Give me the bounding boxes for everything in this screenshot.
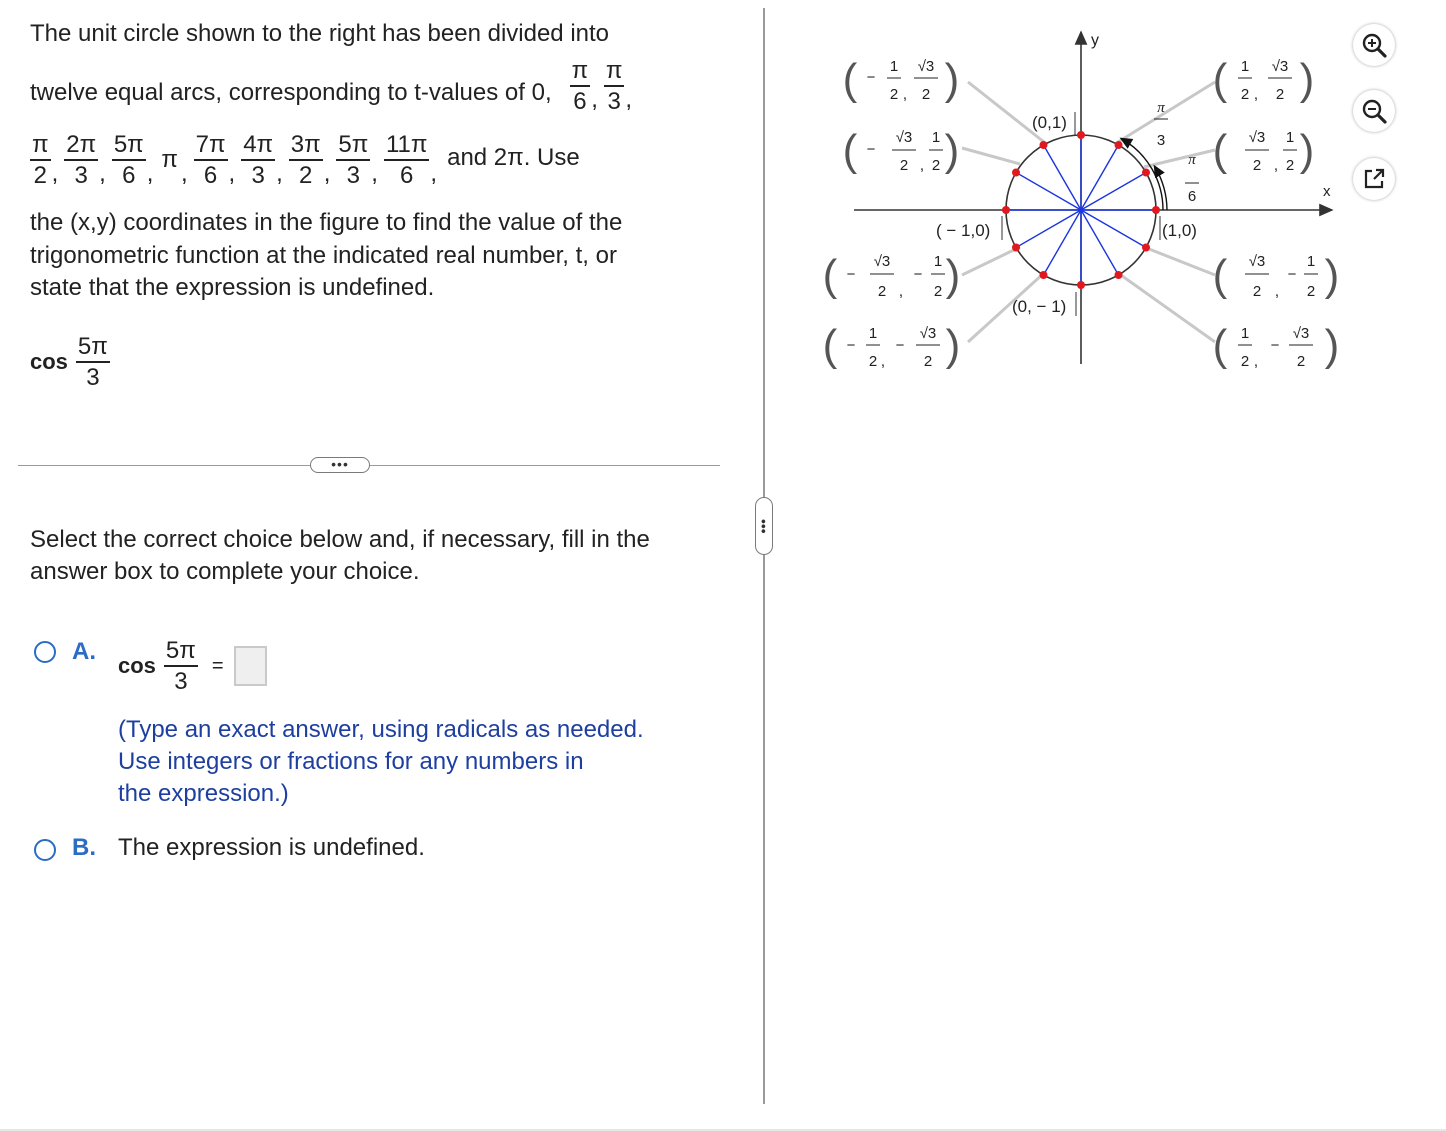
svg-text:,: ,: [919, 157, 925, 174]
frac-pi-2: $\frac{\pi}{2}$: [32, 130, 49, 189]
svg-text:,: ,: [1274, 283, 1280, 300]
svg-text:): ): [945, 321, 961, 370]
svg-text:2: 2: [1252, 283, 1262, 300]
svg-text:(: (: [822, 251, 838, 300]
svg-text:2: 2: [889, 86, 899, 103]
svg-text:2: 2: [877, 283, 887, 300]
svg-text:π: π: [1157, 100, 1165, 116]
label-point-top: (0,1): [1032, 113, 1067, 132]
coord-5pi6: [843, 126, 960, 175]
svg-text:2: 2: [1240, 353, 1250, 370]
svg-text:π: π: [1188, 152, 1196, 168]
svg-text:2: 2: [931, 157, 941, 174]
coord-11pi6: [1213, 251, 1340, 300]
popout-button[interactable]: [1353, 158, 1395, 200]
choice-a-func: cos: [118, 653, 156, 679]
panel-splitter[interactable]: [763, 8, 765, 1104]
coord-4pi3: [823, 321, 961, 370]
frac-pi-3: $\frac{\pi}{3}$: [605, 56, 623, 115]
svg-text:(: (: [1212, 251, 1228, 300]
svg-text:−: −: [1287, 266, 1297, 283]
point-pi3: [1115, 141, 1123, 149]
svg-text:−: −: [1270, 337, 1280, 354]
svg-text:1: 1: [1306, 253, 1316, 270]
svg-text:): ): [944, 126, 960, 175]
point-3pi2: [1077, 281, 1085, 289]
question-expression: [30, 334, 110, 390]
leader-line-7pi6: [962, 247, 1020, 275]
svg-text:,: ,: [902, 86, 908, 103]
svg-text:): ): [1299, 126, 1315, 175]
point-5pi6: [1012, 169, 1020, 177]
zoom-in-icon: [1361, 32, 1387, 58]
svg-text:): ): [1324, 321, 1340, 370]
coord-2pi3: [843, 55, 960, 104]
svg-text:−: −: [913, 266, 923, 283]
choice-a-hint-2: Use integers or fractions for any numbers in: [118, 748, 584, 775]
svg-text:2: 2: [933, 283, 943, 300]
frac-2pi-3: $\frac{2\pi}{3}$: [66, 130, 97, 189]
svg-text:6: 6: [1187, 188, 1197, 205]
svg-text:√3: √3: [1248, 129, 1266, 146]
svg-text:2: 2: [899, 157, 909, 174]
splitter-handle[interactable]: •••: [755, 497, 773, 555]
frac-4pi-3: $\frac{4\pi}{3}$: [243, 130, 274, 189]
coord-5pi3: [1213, 321, 1340, 370]
value-pi: π: [161, 146, 178, 173]
frac-5pi-6: $\frac{5\pi}{6}$: [113, 130, 144, 189]
svg-text:): ): [1299, 55, 1315, 104]
choice-b-radio[interactable]: [34, 839, 56, 861]
unit-circle-figure: [820, 20, 1350, 380]
popout-icon: [1362, 167, 1386, 191]
leader-line-2pi3: [968, 82, 1044, 142]
leader-line-5pi6: [962, 148, 1020, 164]
question-line-2-text: twelve equal arcs, corresponding to t-values of 0,: [30, 79, 552, 106]
angle-label-pi3: [1154, 100, 1168, 149]
question-t-frac: $\frac{5\pi}{3}$: [77, 333, 108, 392]
expand-more-button[interactable]: •••: [310, 457, 370, 473]
svg-text:−: −: [846, 337, 856, 354]
frac-pi-6: $\frac{\pi}{6}$: [571, 56, 589, 115]
point-11pi6: [1142, 244, 1150, 252]
angle-label-pi6: [1185, 152, 1199, 205]
svg-text:2: 2: [921, 86, 931, 103]
point-2pi3: [1040, 141, 1048, 149]
coord-pi6: [1213, 126, 1315, 175]
choice-b-label[interactable]: B.: [72, 834, 96, 861]
label-point-left: ( − 1,0): [936, 221, 991, 240]
svg-text:2: 2: [1252, 157, 1262, 174]
svg-text:(: (: [822, 321, 838, 370]
frac-7pi-6: $\frac{7\pi}{6}$: [195, 130, 226, 189]
question-func: cos: [30, 349, 68, 375]
choice-b-text[interactable]: The expression is undefined.: [118, 834, 425, 861]
svg-text:(: (: [1212, 55, 1228, 104]
question-line-5: trigonometric function at the indicated real number, t, or: [30, 242, 617, 269]
svg-text:,: ,: [1253, 353, 1259, 370]
svg-text:1: 1: [889, 58, 899, 75]
point-pi2: [1077, 131, 1085, 139]
svg-text:2: 2: [1240, 86, 1250, 103]
zoom-out-icon: [1361, 98, 1387, 124]
point-4pi3: [1040, 271, 1048, 279]
zoom-in-button[interactable]: [1353, 24, 1395, 66]
y-axis-label: y: [1091, 32, 1099, 49]
svg-text:(: (: [842, 55, 858, 104]
question-line-3: $\frac{\pi}{2}$ , $\frac{2\pi}{3}$ , $\frac{5\pi}{6}$ , π , $\frac{7\pi}{6}$ , $\frac{4\pi}{3}$ , $\frac{3\pi}{2}$ , $\frac{5\pi}{3}$ , $\frac{11\pi}{6}$ , and 2π. Use: [32, 130, 580, 189]
svg-text:√3: √3: [895, 129, 913, 146]
svg-text:1: 1: [868, 325, 878, 342]
frac-5pi-3: $\frac{5\pi}{3}$: [338, 130, 369, 189]
leader-line-5pi3: [1118, 273, 1215, 342]
svg-text:1: 1: [1285, 129, 1295, 146]
choice-a-radio[interactable]: [34, 641, 56, 663]
svg-text:): ): [1324, 251, 1340, 300]
choice-a-equals: =: [211, 654, 224, 677]
svg-text:,: ,: [898, 283, 904, 300]
instructions-line-2: answer box to complete your choice.: [30, 558, 420, 585]
svg-text:1: 1: [931, 129, 941, 146]
svg-text:,: ,: [1273, 157, 1279, 174]
svg-text:1: 1: [933, 253, 943, 270]
svg-text:,: ,: [1253, 86, 1259, 103]
arc-pi6: [1155, 167, 1167, 210]
svg-text:√3: √3: [919, 325, 937, 342]
leader-lines: [962, 82, 1215, 342]
svg-text:2: 2: [1296, 353, 1306, 370]
leader-line-11pi6: [1144, 247, 1215, 275]
svg-text:): ): [944, 55, 960, 104]
label-point-right: (1,0): [1162, 221, 1197, 240]
question-line-6: state that the expression is undefined.: [30, 274, 435, 301]
svg-text:−: −: [866, 141, 876, 158]
question-line-4: the (x,y) coordinates in the figure to find the value of the: [30, 209, 623, 236]
svg-text:√3: √3: [1292, 325, 1310, 342]
zoom-out-button[interactable]: [1353, 90, 1395, 132]
svg-text:−: −: [895, 337, 905, 354]
svg-text:(: (: [1212, 321, 1228, 370]
svg-text:1: 1: [1240, 58, 1250, 75]
svg-text:−: −: [866, 69, 876, 86]
svg-text:1: 1: [1240, 325, 1250, 342]
svg-text:√3: √3: [1271, 58, 1289, 75]
choice-a-hint-3: the expression.): [118, 780, 289, 807]
point-7pi6: [1012, 244, 1020, 252]
svg-text:2: 2: [1306, 283, 1316, 300]
question-line-2: twelve equal arcs, corresponding to t-values of 0, $\frac{\pi}{6}$ , $\frac{\pi}{3}$ ,: [30, 56, 633, 115]
svg-text:2: 2: [1285, 157, 1295, 174]
svg-text:√3: √3: [917, 58, 935, 75]
label-point-bottom: (0, − 1): [1012, 297, 1067, 316]
coord-pi3: [1213, 55, 1315, 104]
point-5pi3: [1115, 271, 1123, 279]
x-axis-label: x: [1323, 183, 1331, 200]
point-0: [1152, 206, 1160, 214]
frac-3pi-2: $\frac{3\pi}{2}$: [290, 130, 321, 189]
point-pi: [1002, 206, 1010, 214]
choice-a-frac: $\frac{5\pi}{3}$: [165, 637, 196, 696]
leader-line-pi6: [1144, 150, 1215, 167]
svg-text:(: (: [1212, 126, 1228, 175]
question-line-3-tail: and 2π. Use: [447, 144, 580, 171]
leader-line-pi3: [1118, 82, 1215, 142]
choice-a-expression: [118, 638, 267, 694]
svg-text:,: ,: [880, 353, 886, 370]
choice-a-label[interactable]: A.: [72, 638, 96, 665]
svg-text:2: 2: [1275, 86, 1285, 103]
point-pi6: [1142, 169, 1150, 177]
answer-input-box[interactable]: [234, 646, 267, 686]
svg-text:3: 3: [1156, 132, 1166, 149]
svg-text:(: (: [842, 126, 858, 175]
svg-text:√3: √3: [1248, 253, 1266, 270]
svg-text:): ): [945, 251, 961, 300]
svg-text:2: 2: [868, 353, 878, 370]
choice-a-hint-1: (Type an exact answer, using radicals as needed.: [118, 716, 644, 743]
question-line-1: The unit circle shown to the right has been divided into: [30, 20, 610, 47]
coord-7pi6: [823, 251, 961, 300]
svg-text:√3: √3: [873, 253, 891, 270]
svg-text:2: 2: [923, 353, 933, 370]
svg-text:−: −: [846, 266, 856, 283]
frac-11pi-6: $\frac{11\pi}{6}$: [385, 130, 428, 189]
instructions-line-1: Select the correct choice below and, if necessary, fill in the: [30, 526, 650, 553]
